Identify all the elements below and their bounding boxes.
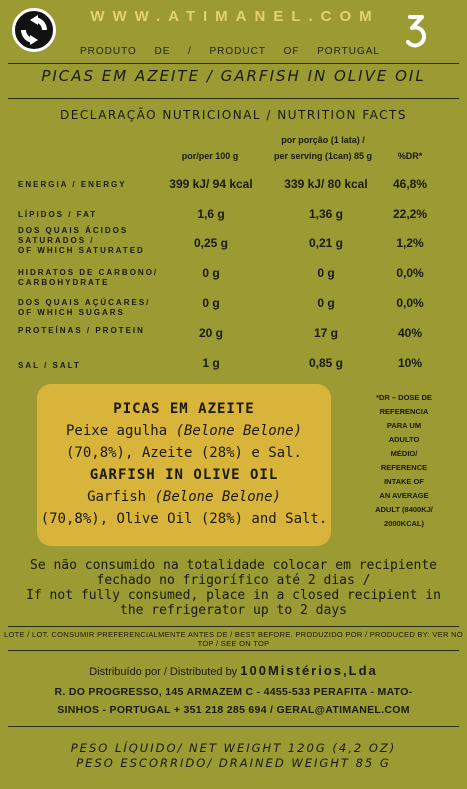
value-per-serving: 0,85 g	[308, 356, 344, 370]
nutrient-label-line: CARBOHYDRATE	[18, 278, 110, 287]
distributor-line	[0, 662, 467, 681]
ingredients-box	[37, 384, 331, 546]
distributor-address	[0, 683, 467, 719]
ingredient-text: Peixe agulha	[65, 423, 176, 439]
species-name: (Belone Belone)	[154, 489, 281, 505]
nutrient-label-line: LÍPIDOS / FAT	[18, 210, 98, 219]
nutrient-label-line: HIDRATOS DE CARBONO/	[18, 268, 159, 277]
value-dr: 10%	[397, 356, 423, 370]
value-dr: 1,2%	[396, 236, 424, 250]
value-per-serving: 0 g	[317, 266, 335, 280]
value-per-serving: 17 g	[313, 326, 338, 340]
note-line: ADULT (8400KJ/	[375, 505, 433, 514]
drained-weight: PESO ESCORRIDO/ DRAINED WEIGHT 85 G	[76, 756, 391, 770]
divider	[8, 63, 459, 64]
origin-word: PRODUCT	[209, 46, 266, 57]
value-per-100g: 20 g	[198, 326, 223, 340]
value-per-serving: 339 kJ/ 80 kcal	[284, 177, 368, 191]
column-header-dr: %DR*	[397, 151, 423, 161]
weights	[0, 741, 467, 771]
nutrient-label-line: OF WHICH SATURATED	[18, 246, 145, 255]
nutrient-label-line: SATURADOS /	[18, 236, 95, 245]
storage-line: the refrigerator up to 2 days	[120, 603, 347, 618]
value-dr: 0,0%	[396, 296, 424, 310]
origin-word: /	[188, 46, 192, 57]
note-line: AN AVERAGE	[379, 491, 429, 500]
product-title: PICAS EM AZEITE / GARFISH IN OLIVE OIL	[41, 67, 426, 85]
brand-logo-icon	[400, 14, 434, 48]
value-per-100g: 1,6 g	[197, 207, 225, 221]
origin-word: DE	[154, 46, 171, 57]
nutrient-label-energy	[18, 180, 178, 190]
value-dr: 0,0%	[396, 266, 424, 280]
note-line: MÉDIO/	[390, 449, 418, 458]
nutrient-label-line: SAL / SALT	[18, 361, 81, 370]
value-per-serving: 0 g	[317, 296, 335, 310]
value-per-serving: 0,21 g	[308, 236, 344, 250]
storage-line: fechado no frigorífico até 2 dias /	[96, 573, 371, 588]
divider	[8, 726, 459, 727]
column-header-line: per serving (1can) 85 g	[273, 151, 373, 161]
ingredients-line-pt: (70,8%), Azeite (28%) e Sal.	[65, 445, 302, 461]
origin-word: PORTUGAL	[317, 46, 380, 57]
value-dr: 22,2%	[392, 207, 428, 221]
nutrition-title: DECLARAÇÃO NUTRICIONAL / NUTRITION FACTS	[60, 108, 407, 122]
nutrient-label-line: ENERGIA / ENERGY	[18, 180, 127, 189]
nutrient-label-line: DOS QUAIS AÇÚCARES/	[18, 298, 151, 307]
value-per-serving: 1,36 g	[308, 207, 344, 221]
note-line: PARA UM	[386, 421, 422, 430]
storage-instructions	[0, 558, 467, 618]
divider	[8, 650, 459, 651]
reference-intake-note	[356, 391, 452, 531]
storage-line: If not fully consumed, place in a closed recipient in	[26, 588, 441, 603]
origin-word: OF	[283, 46, 300, 57]
net-weight: PESO LÍQUIDO/ NET WEIGHT 120G (4,2 OZ)	[70, 741, 397, 755]
value-dr: 40%	[397, 326, 423, 340]
nutrient-label-line: OF WHICH SUGARS	[18, 308, 125, 317]
note-line: INTAKE OF	[384, 477, 424, 486]
column-header-per-100g: por/per 100 g	[181, 151, 239, 161]
note-line: 2000KCAL)	[383, 519, 424, 528]
nutrient-label-line: DOS QUAIS ÁCIDOS	[18, 226, 129, 235]
ingredients-line-en	[37, 486, 331, 508]
product-origin	[80, 46, 380, 57]
ingredients-line-pt	[37, 420, 331, 442]
distributor-name: 100Mistérios,Lda	[240, 663, 378, 678]
ingredient-text: Garfish	[87, 489, 155, 505]
value-per-100g: 0 g	[202, 266, 220, 280]
origin-word: PRODUTO	[80, 46, 137, 57]
nutrient-label-line: PROTEÍNAS / PROTEIN	[18, 326, 145, 335]
lot-info: LOTE / LOT. CONSUMIR PREFERENCIALMENTE ANTES DE / BEST BEFORE. PRODUZIDO POR / PRODUCED BY: VER NO TOP / SEE ON TOP	[4, 630, 463, 648]
divider	[8, 626, 459, 627]
note-line: ADULTO	[388, 435, 420, 444]
value-dr: 46,8%	[392, 177, 428, 191]
ingredients-line-en: (70,8%), Olive Oil (28%) and Salt.	[40, 511, 328, 527]
address-line: R. DO PROGRESSO, 145 ARMAZEM C - 4455-533 PERAFITA - MATO-	[54, 686, 413, 698]
nutrient-label-fat	[18, 210, 178, 220]
value-per-100g: 399 kJ/ 94 kcal	[169, 177, 253, 191]
address-line: SINHOS - PORTUGAL + 351 218 285 694 / GERAL@ATIMANEL.COM	[57, 704, 410, 716]
value-per-100g: 0,25 g	[193, 236, 229, 250]
column-header-per-serving	[258, 134, 388, 162]
storage-line: Se não consumido na totalidade colocar em recipiente	[30, 558, 437, 573]
column-header-line: por porção (1 lata) /	[281, 135, 365, 145]
divider	[8, 98, 459, 99]
recycle-icon	[12, 8, 56, 52]
note-line: REFERENCE	[380, 463, 428, 472]
note-line: *DR – DOSE DE	[376, 393, 432, 402]
value-per-100g: 1 g	[202, 356, 220, 370]
website-url: WWW.ATIMANEL.COM	[90, 8, 380, 25]
note-line: REFERENCIA	[379, 407, 429, 416]
species-name: (Belone Belone)	[175, 423, 302, 439]
ingredients-title-en: GARFISH IN OLIVE OIL	[89, 467, 279, 483]
distributor-label: Distribuído por / Distributed by	[89, 666, 241, 678]
value-per-100g: 0 g	[202, 296, 220, 310]
ingredients-title-pt: PICAS EM AZEITE	[113, 401, 255, 417]
